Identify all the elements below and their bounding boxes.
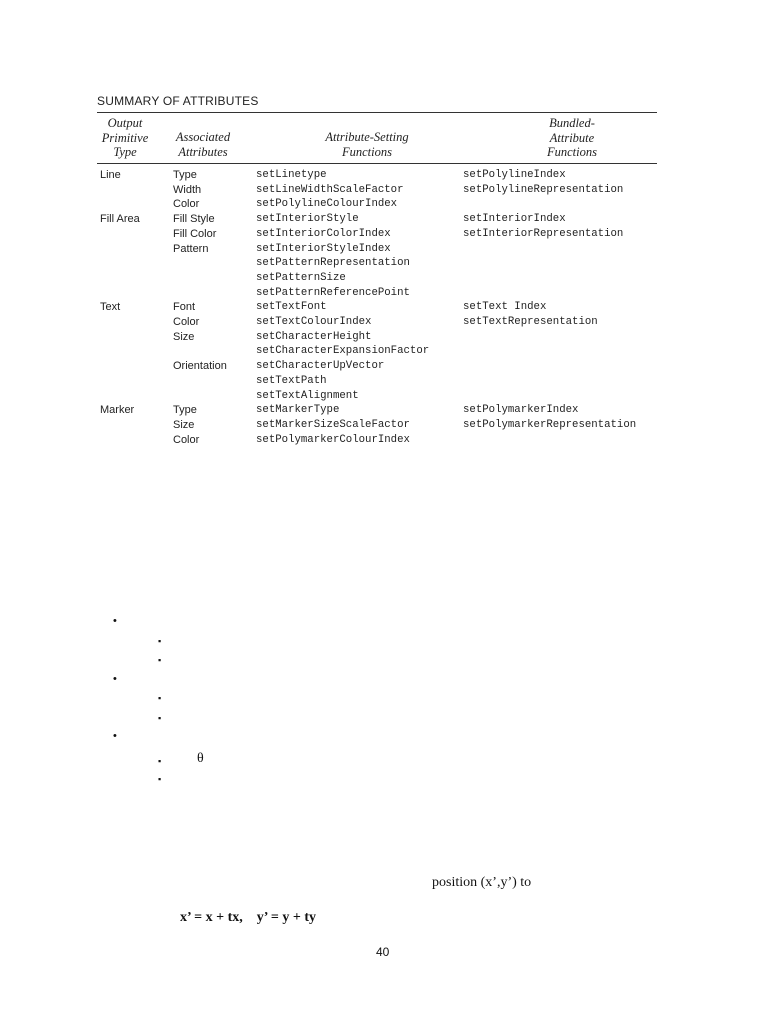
setting-function-cell: setTextFont [256, 301, 327, 314]
bundled-function-cell: setText Index [463, 301, 547, 314]
sub-bullet-marker: ▪ [158, 636, 162, 646]
setting-function-cell: setPolylineColourIndex [256, 198, 398, 211]
setting-function-cell: setLineWidthScaleFactor [256, 183, 404, 196]
attribute-cell: Color [173, 433, 200, 446]
attribute-cell: Size [173, 418, 195, 431]
setting-function-cell: setCharacterHeight [256, 330, 372, 343]
setting-function-cell: setMarkerType [256, 404, 340, 417]
setting-function-cell: setLinetype [256, 169, 327, 181]
bundled-function-cell: setTextRepresentation [463, 316, 598, 328]
bundled-function-cell: setPolymarkerIndex [463, 404, 579, 417]
table-row [97, 242, 697, 257]
attribute-cell: Color [173, 198, 200, 211]
attribute-cell: Width [173, 183, 202, 196]
header-output-primitive-type: Output Primitive Type [101, 116, 149, 159]
bundled-function-cell: setPolylineIndex [463, 169, 566, 181]
header-bundled-attribute-functions: Bundled- Attribute Functions [547, 116, 597, 159]
bullet-marker: • [113, 730, 117, 742]
page-number: 40 [376, 945, 390, 959]
attribute-cell: Font [173, 301, 196, 314]
table-row [97, 212, 697, 227]
table-row [97, 330, 697, 345]
setting-function-cell: setMarkerSizeScaleFactor [256, 418, 410, 431]
table-row [97, 359, 697, 374]
attribute-cell: Fill Style [173, 213, 215, 226]
table-row [97, 389, 697, 404]
attribute-cell: Size [173, 330, 195, 343]
header-associated-attributes: Associated Attributes [175, 130, 231, 159]
setting-function-cell: setPolymarkerColourIndex [256, 433, 410, 446]
primitive-cell: Marker [100, 404, 135, 417]
table-row [97, 403, 697, 418]
theta-symbol: θ [197, 751, 204, 766]
table-row [97, 286, 697, 301]
table-header [97, 113, 657, 163]
table-row [97, 433, 697, 448]
table-title: SUMMARY OF ATTRIBUTES [97, 94, 259, 108]
table-row [97, 271, 697, 286]
translation-equation: x’ = x + tx, y’ = y + ty [180, 910, 316, 925]
sub-bullet-marker: ▪ [158, 655, 162, 665]
primitive-cell: Fill Area [100, 213, 140, 226]
setting-function-cell: setCharacterUpVector [256, 360, 385, 373]
setting-function-cell: setInteriorStyleIndex [256, 242, 391, 255]
attribute-cell: Fill Color [173, 227, 217, 240]
sub-bullet-marker: ▪ [158, 713, 162, 723]
bullet-marker: • [113, 673, 117, 685]
attribute-cell: Type [173, 404, 197, 417]
sub-bullet-marker: ▪ [158, 774, 162, 784]
attribute-cell: Pattern [173, 242, 209, 255]
attribute-cell: Type [173, 169, 197, 181]
setting-function-cell: setPatternRepresentation [256, 257, 410, 270]
position-text: position (x’,y’) to [432, 875, 532, 890]
attributes-summary-table [97, 92, 657, 454]
setting-function-cell: setInteriorColorIndex [256, 227, 391, 240]
table-row [97, 168, 697, 183]
table-body [97, 164, 657, 454]
table-row [97, 300, 697, 315]
table-row [97, 315, 697, 330]
bundled-function-cell: setInteriorIndex [463, 213, 566, 226]
bundled-function-cell: setPolylineRepresentation [463, 183, 624, 196]
header-attribute-setting-functions: Attribute-Setting Functions [325, 130, 409, 159]
table-row [97, 227, 697, 242]
bundled-function-cell: setInteriorRepresentation [463, 227, 624, 240]
table-row [97, 344, 697, 359]
table-row [97, 197, 697, 212]
sub-bullet-marker: ▪ [158, 693, 162, 703]
primitive-cell: Line [100, 169, 121, 181]
sub-bullet-marker: ▪ [158, 756, 162, 766]
setting-function-cell: setCharacterExpansionFactor [256, 345, 430, 358]
setting-function-cell: setPatternReferencePoint [256, 286, 410, 299]
setting-function-cell: setTextColourIndex [256, 316, 372, 328]
table-row [97, 374, 697, 389]
table-row [97, 418, 697, 433]
attribute-cell: Orientation [173, 360, 227, 373]
attribute-cell: Color [173, 316, 200, 328]
table-row [97, 183, 697, 198]
primitive-cell: Text [100, 301, 121, 314]
setting-function-cell: setTextPath [256, 374, 327, 387]
setting-function-cell: setPatternSize [256, 271, 346, 284]
bundled-function-cell: setPolymarkerRepresentation [463, 418, 637, 431]
setting-function-cell: setTextAlignment [256, 389, 359, 402]
setting-function-cell: setInteriorStyle [256, 213, 359, 226]
bullet-marker: • [113, 615, 117, 627]
table-row [97, 256, 697, 271]
